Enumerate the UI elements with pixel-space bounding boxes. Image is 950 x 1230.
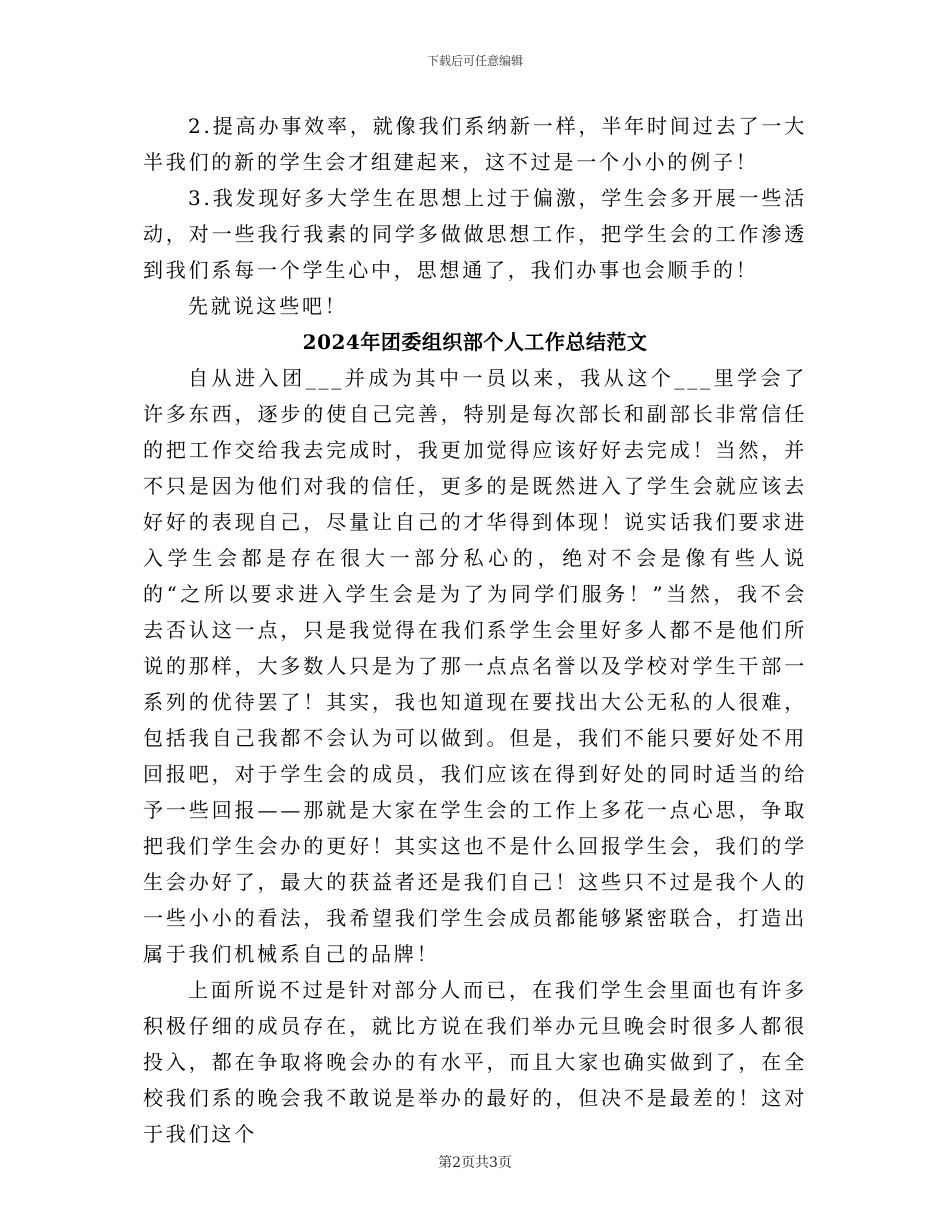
document-body	[143, 108, 807, 1152]
paragraph-body-1: 自从进入团___并成为其中一员以来，我从这个___里学会了许多东西，逐步的使自己完善，特别是每次部长和副部长非常信任的把工作交给我去完成时，我更加觉得应该好好去完成！当然，并不只是因为他们对我的信任，更多的是既然进入了学生会就应该去好好的表现自己，尽量让自己的才华得到体现！说实话我们要求进入学生会都是存在很大一部分私心的，绝对不会是像有些人说的“之所以要求进入学生会是为了为同学们服务！”当然，我不会去否认这一点，只是我觉得在我们系学生会里好多人都不是他们所说的那样，大多数人只是为了那一点点名誉以及学校对学生干部一系列的优待罢了！其实，我也知道现在要找出大公无私的人很难，包括我自己我都不会认为可以做到。但是，我们不能只要好处不用回报吧，对于学生会的成员，我们应该在得到好处的同时适当的给予一些回报——那就是大家在学生会的工作上多花一点心思，争取把我们学生会办的更好！其实这也不是什么回报学生会，我们的学生会办好了，最大的获益者还是我们自己！这些只不过是我个人的一些小小的看法，我希望我们学生会成员都能够紧密联合，打造出属于我们机械系自己的品牌！	[143, 366, 807, 966]
paragraph-closing: 先就说这些吧！	[188, 294, 348, 318]
page-footer: 第2页共3页	[438, 1155, 512, 1171]
paragraph-body-2: 上面所说不过是针对部分人而已，在我们学生会里面也有许多积极仔细的成员存在，就比方说在我们举办元旦晚会时很多人都很投入，都在争取将晚会办的有水平，而且大家也确实做到了，在全校我们系的晚会我不敢说是举办的最好的，但决不是最差的！这对于我们这个	[143, 978, 807, 1146]
paragraph-point-2: 2.提高办事效率，就像我们系纳新一样，半年时间过去了一大半我们的新的学生会才组建起来，这不过是一个小小的例子！	[143, 114, 807, 174]
page-header: 下载后可任意编辑	[426, 54, 523, 68]
paragraph-point-3: 3.我发现好多大学生在思想上过于偏激，学生会多开展一些活动，对一些我行我素的同学多做做思想工作，把学生会的工作渗透到我们系每一个学生心中，思想通了，我们办事也会顺手的！	[143, 186, 807, 282]
section-title: 2024年团委组织部个人工作总结范文	[302, 330, 648, 354]
